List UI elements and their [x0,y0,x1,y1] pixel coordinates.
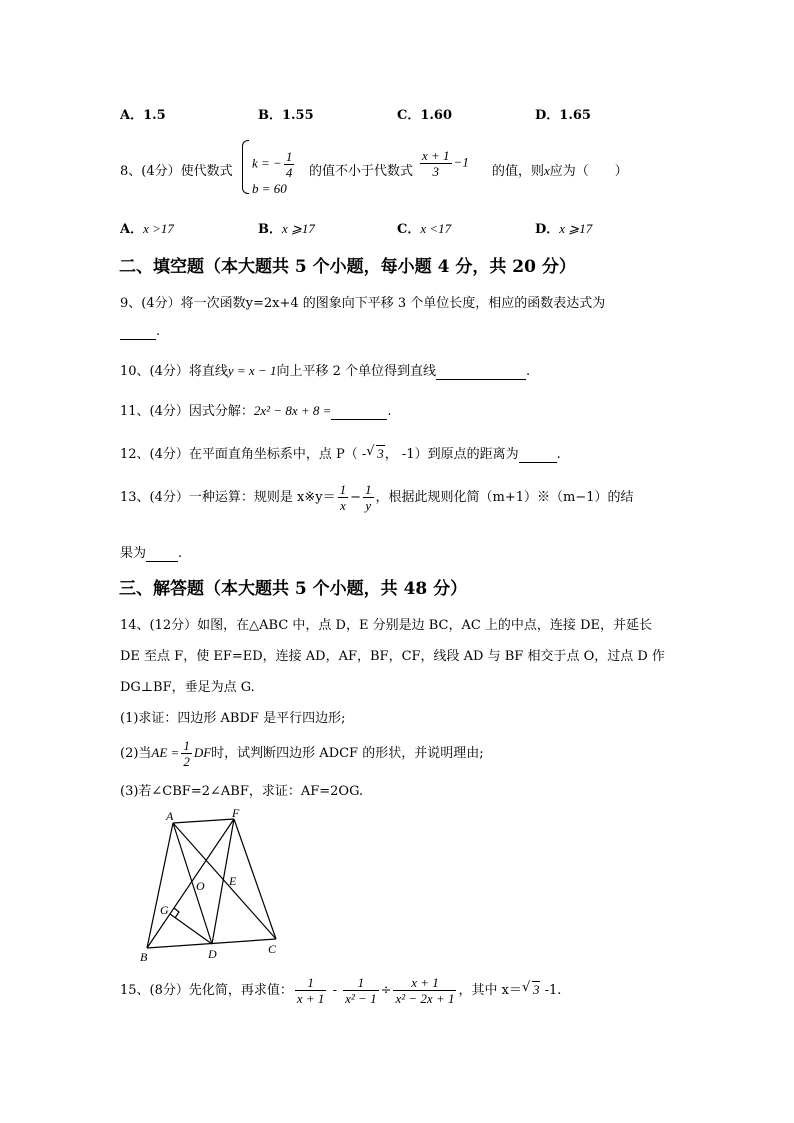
q14-part1: (1)求证：四边形 ABDF 是平行四边形; [120,711,346,726]
label-E: E [229,874,237,888]
q8-mid: 的值不小于代数式 [309,164,414,179]
q14-part3: (3)若∠CBF=2∠ABF，求证：AF=2OG. [120,784,364,799]
q8-tail: 的值，则x应为（ ） [492,163,628,179]
label-O: O [196,879,205,893]
q12-text: 12、(4分）在平面直角坐标系中，点 P（ -√ 3， -1）到原点的距离为 . [120,443,561,463]
q14-line3: DG⊥BF，垂足为点 G. [120,680,255,695]
q9-answer-line: . [120,324,160,340]
label-B: B [140,950,148,964]
segment-AD [173,823,212,944]
q11-text: 11、(4分）因式分解：2x² − 8x + 8 = . [120,403,392,419]
q9-text: 9、(4分）将一次函数y=2x+4 的图象向下平移 3 个单位长度，相应的函数表达式为 [120,296,606,311]
q14-line1: 14、(12分）如图，在△ABC 中，点 D，E 分别是边 BC，AC 上的中点，连接 DE，并延长 [120,618,652,633]
label-G: G [160,903,169,917]
q8-fraction: $\frac{x + 1}{3}$ −1 [422,148,469,179]
label-C: C [268,942,277,956]
q7-option-a: A．1.5 [120,108,166,123]
section-3-title: 三、解答题（本大题共 5 个小题，共 48 分） [119,579,468,599]
q8-option-b: B．x ⩾17 [258,221,315,237]
q8-prefix: 8、(4分）使代数式 [120,164,233,179]
q8-option-d: D．x ⩾17 [535,221,593,237]
segment-AF [173,819,234,823]
q13-text: 13、(4分）一种运算：规则是 x※y＝ $\frac{1}{x}$ − $\frac{1}{y}$ ，根据此规则化简（m+1）※（m−1）的结 [120,482,634,513]
label-A: A [166,809,174,823]
q8-k-eq: k = − $\frac{1}{4}$ [252,149,293,180]
label-D: D [208,947,217,961]
right-angle-mark [174,908,179,918]
segment-AC [173,823,276,939]
q10-text: 10、(4分）将直线y = x − 1向上平移 2 个单位得到直线 . [120,363,531,379]
segment-DG [170,914,212,944]
q8-system-brace [242,140,249,194]
q8-b-eq: b = 60 [252,181,287,196]
segment-FC [234,819,276,939]
geometry-figure [130,808,290,968]
q8-option-a: A．x >17 [120,221,174,237]
q8-option-c: C．x <17 [397,221,452,237]
q13-line2: 果为 . [120,546,183,561]
q14-line2: DE 至点 F，使 EF=ED，连接 AD，AF，BF，CF，线段 AD 与 BF 相交于点 O，过点 D 作 [120,649,665,664]
label-F: F [232,808,240,820]
q7-option-d: D．1.65 [535,108,591,123]
section-2-title: 二、填空题（本大题共 5 个小题，每小题 4 分，共 20 分） [119,257,576,277]
q14-part2: (2)当AE = $\frac{1}{2}$ DF时，试判断四边形 ADCF 的形状，并说明理由; [120,738,484,769]
q7-option-c: C．1.60 [397,108,453,123]
q7-option-b: B．1.55 [258,108,314,123]
q15-text: 15、(8分）先化简，再求值： $\frac{1}{x + 1}$ - $\frac{1}{\text{x² − 1}}$ ÷ $\frac{x + 1}{\text{x² − 2x + 1}}$ ，其中 x＝√ 3 -1. [120,975,561,1006]
